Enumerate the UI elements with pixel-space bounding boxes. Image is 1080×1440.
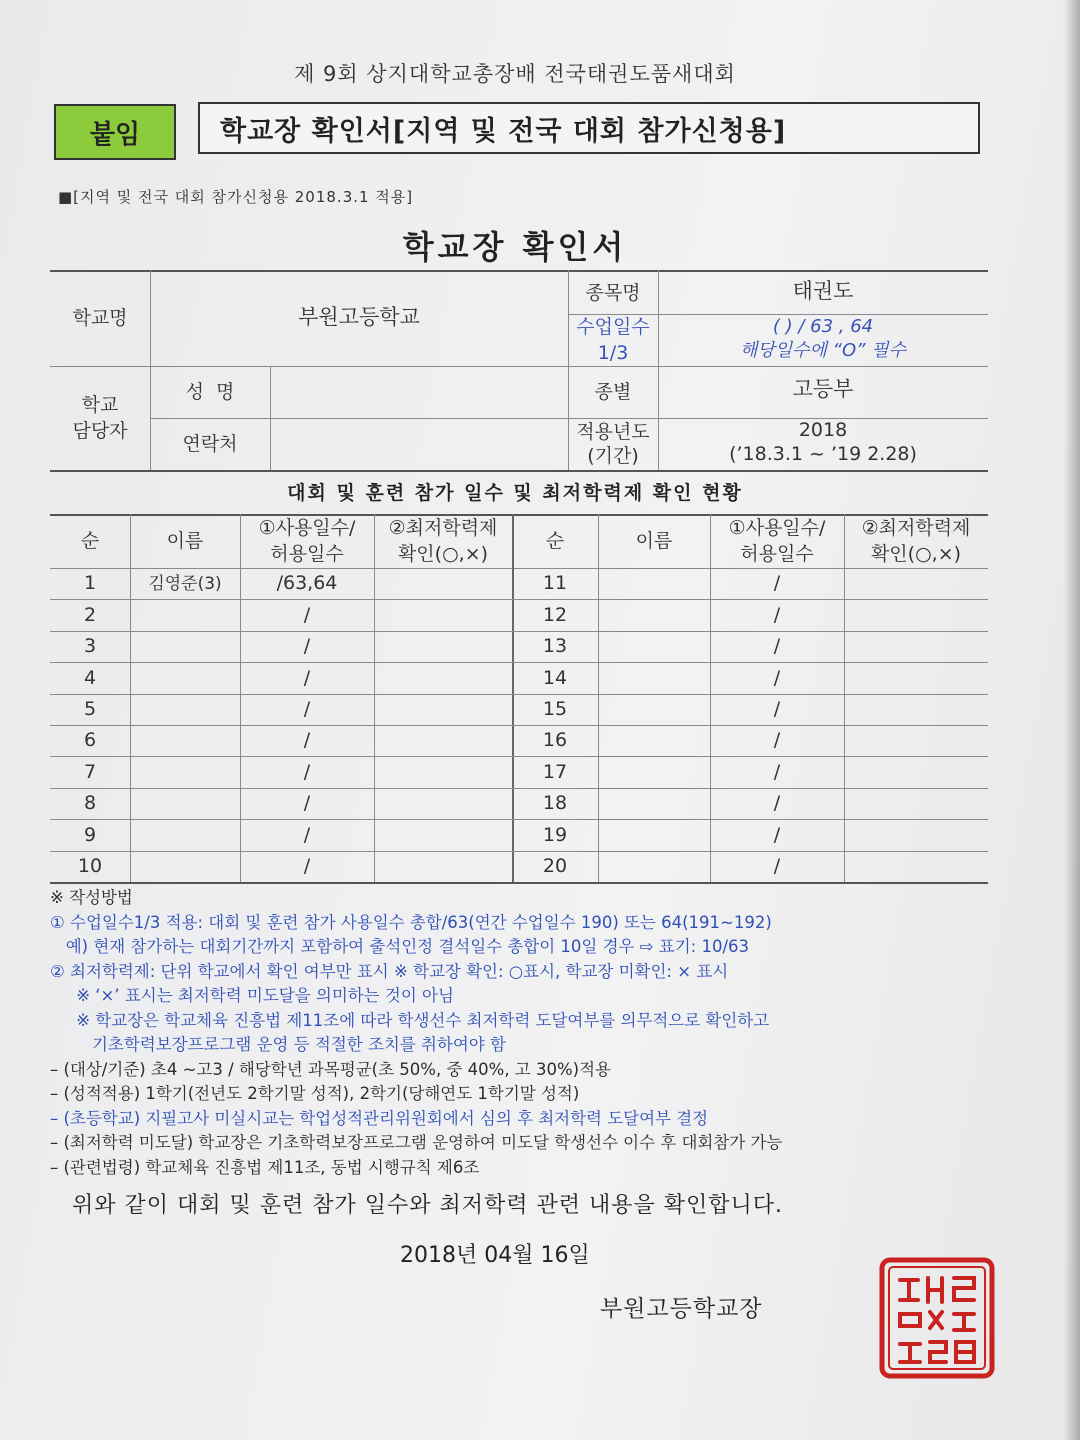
row-number: 20: [542, 854, 568, 877]
row-number: 14: [542, 666, 568, 689]
col-header-academic: ②최저학력제: [388, 516, 498, 539]
academic-check: [844, 599, 988, 630]
row-number: 9: [83, 823, 97, 846]
page-title: 학교장 확인서: [402, 228, 628, 266]
academic-check: [374, 568, 512, 599]
row-number: 7: [83, 760, 97, 783]
issue-date: 2018년 04월 16일: [400, 1243, 590, 1268]
instruction-1b: 예) 현재 참가하는 대회기간까지 포함하여 출석인정 결석일수 총합이 10일 경우 ⇨ 표기: 10/63: [50, 937, 750, 956]
row-number: 2: [83, 603, 97, 626]
row-number: 13: [542, 635, 568, 658]
athlete-name: [598, 819, 710, 850]
manager-label-2: 담당자: [72, 419, 128, 442]
athlete-name: [598, 568, 710, 599]
row-number: 3: [83, 635, 97, 658]
days-used: /: [773, 697, 781, 720]
days-used: /: [303, 823, 311, 846]
days-used: /: [773, 603, 781, 626]
days-used: /: [773, 792, 781, 815]
days-used: /: [773, 854, 781, 877]
instruction-detail-1: – (대상/기준) 초4 ~고3 / 해당학년 과목평균(초 50%, 중 40%, 고 30%)적용: [50, 1059, 611, 1079]
athlete-name: [598, 788, 710, 819]
athlete-name: [130, 851, 240, 882]
academic-check: [374, 851, 512, 882]
instruction-2b: ※ ‘×’ 표시는 최저학력 미도달을 의미하는 것이 아님: [50, 986, 454, 1005]
col-header-days: ①사용일수/: [258, 516, 356, 539]
row-number: 10: [77, 854, 103, 877]
rule: [270, 366, 271, 470]
school-name-value: 부원고등학교: [298, 305, 420, 330]
instruction-detail-3: – (초등학교) 지필고사 미실시교는 학업성적관리위원회에서 심의 후 최저학력 도달여부 결정: [50, 1108, 709, 1128]
col-header-academic-right: ②최저학력제: [861, 516, 971, 539]
days-used: /: [773, 823, 781, 846]
athlete-name: [130, 725, 240, 756]
athlete-name: [130, 819, 240, 850]
section-caption: 대회 및 훈련 참가 일수 및 최저학력제 확인 현황: [287, 482, 743, 504]
athlete-name: [130, 599, 240, 630]
manager-contact-label: 연락처: [182, 432, 238, 455]
row-number: 12: [542, 603, 568, 626]
instructions-heading: ※ 작성방법: [50, 888, 133, 907]
academic-check: [844, 788, 988, 819]
athlete-name: [130, 631, 240, 662]
col-header-days-right: ①사용일수/: [728, 516, 826, 539]
col-header-name: 이름: [166, 529, 204, 552]
athlete-name: [130, 694, 240, 725]
school-days-label: 수업일수: [576, 315, 650, 338]
col-header-no-right: 순: [545, 529, 565, 552]
instruction-detail-2: – (성적적용) 1학기(전년도 2학기말 성적), 2학기(당해연도 1학기말 성적): [50, 1084, 580, 1103]
days-used: /: [303, 854, 311, 877]
academic-check: [844, 756, 988, 787]
academic-check: [844, 631, 988, 662]
academic-check: [374, 725, 512, 756]
manager-name-label: 성 명: [185, 380, 235, 403]
year-label: 적용년도: [576, 420, 650, 443]
col-header-days-2: 허용일수: [270, 542, 344, 565]
academic-check: [844, 662, 988, 693]
school-name-label: 학교명: [72, 306, 128, 329]
event-value: 태권도: [792, 279, 854, 304]
document-heading: 학교장 확인서[지역 및 전국 대회 참가신청용]: [198, 102, 980, 154]
academic-check: [374, 756, 512, 787]
athlete-name: [598, 631, 710, 662]
row-number: 15: [542, 697, 568, 720]
row-number: 5: [83, 697, 97, 720]
instruction-1a: ① 수업일수1/3 적용: 대회 및 훈련 참가 사용일수 총합/63(연간 수업일수 190) 또는 64(191~192): [50, 912, 772, 932]
athlete-name: [130, 662, 240, 693]
instructions: [50, 886, 1000, 1180]
days-used: /: [773, 729, 781, 752]
row-number: 19: [542, 823, 568, 846]
days-used: /: [303, 603, 311, 626]
academic-check: [844, 725, 988, 756]
row-number: 4: [83, 666, 97, 689]
closing-statement: 위와 같이 대회 및 훈련 참가 일수와 최저학력 관련 내용을 확인합니다.: [72, 1193, 783, 1218]
instruction-2d: 기초학력보장프로그램 운영 등 적절한 조치를 취하여야 함: [50, 1035, 506, 1054]
athlete-name: 김영준(3): [148, 573, 222, 594]
days-used: /63,64: [276, 572, 338, 595]
academic-check: [374, 662, 512, 693]
athlete-name: [598, 599, 710, 630]
year-value: 2018: [798, 418, 848, 441]
athlete-name: [130, 788, 240, 819]
days-used: /: [773, 572, 781, 595]
year-label-period: (기간): [587, 444, 639, 467]
athlete-name: [130, 756, 240, 787]
col-header-academic-right-2: 확인(○,×): [870, 542, 962, 565]
attachment-tag: 붙임: [54, 104, 176, 160]
days-used: /: [303, 697, 311, 720]
athlete-name: [598, 694, 710, 725]
academic-check: [374, 631, 512, 662]
col-header-academic-2: 확인(○,×): [397, 542, 489, 565]
academic-check: [844, 694, 988, 725]
days-used: /: [303, 760, 311, 783]
rule: [50, 882, 988, 884]
rule: [50, 470, 988, 472]
athlete-name: [598, 851, 710, 882]
instruction-2c: ※ 학교장은 학교체육 진흥법 제11조에 따라 학생선수 최저학력 도달여부를 의무적으로 확인하고: [50, 1010, 770, 1030]
academic-check: [374, 788, 512, 819]
row-number: 17: [542, 760, 568, 783]
athlete-name: [598, 725, 710, 756]
days-used: /: [303, 635, 311, 658]
division-value: 고등부: [792, 377, 854, 402]
instruction-detail-4: – (최저학력 미도달) 학교장은 기초학력보장프로그램 운영하여 미도달 학생선수 이수 후 대회참가 가능: [50, 1133, 783, 1152]
col-header-days-right-2: 허용일수: [740, 542, 814, 565]
academic-check: [844, 851, 988, 882]
athlete-name: [598, 756, 710, 787]
division-label: 종별: [594, 380, 632, 403]
academic-check: [844, 568, 988, 599]
page-shadow: [1064, 0, 1080, 1440]
days-used: /: [303, 666, 311, 689]
school-days-fraction: 1/3: [597, 341, 629, 364]
row-number: 8: [83, 792, 97, 815]
principal-signature-line: 부원고등학교장: [600, 1296, 763, 1322]
academic-check: [374, 599, 512, 630]
instruction-2a: ② 최저학력제: 단위 학교에서 확인 여부만 표시 ※ 학교장 확인: ○표시, 학교장 미확인: × 표시: [50, 961, 729, 981]
school-days-instruction: 해당일수에 “O” 필수: [740, 340, 906, 362]
school-days-value: ( ) / 63 , 64: [772, 316, 874, 338]
manager-label: 학교: [81, 393, 119, 416]
row-number: 16: [542, 729, 568, 752]
event-label: 종목명: [585, 281, 641, 304]
row-number: 6: [83, 729, 97, 752]
days-used: /: [303, 729, 311, 752]
athlete-name: [598, 662, 710, 693]
days-used: /: [773, 760, 781, 783]
days-used: /: [303, 792, 311, 815]
academic-check: [374, 694, 512, 725]
event-title: 제 9회 상지대학교총장배 전국태권도품새대회: [294, 62, 736, 86]
applicability-note: ■[지역 및 전국 대회 참가신청용 2018.3.1 적용]: [58, 188, 414, 206]
row-number: 11: [542, 572, 568, 595]
academic-check: [844, 819, 988, 850]
instruction-detail-5: – (관련법령) 학교체육 진흥법 제11조, 동법 시행규칙 제6조: [50, 1157, 480, 1177]
col-header-no: 순: [80, 529, 100, 552]
year-period-value: (’18.3.1 ~ ’19 2.28): [729, 442, 917, 465]
academic-check: [374, 819, 512, 850]
days-used: /: [773, 666, 781, 689]
row-number: 1: [83, 572, 97, 595]
row-number: 18: [542, 792, 568, 815]
days-used: /: [773, 635, 781, 658]
official-seal: [878, 1256, 996, 1380]
col-header-name-right: 이름: [635, 529, 673, 552]
